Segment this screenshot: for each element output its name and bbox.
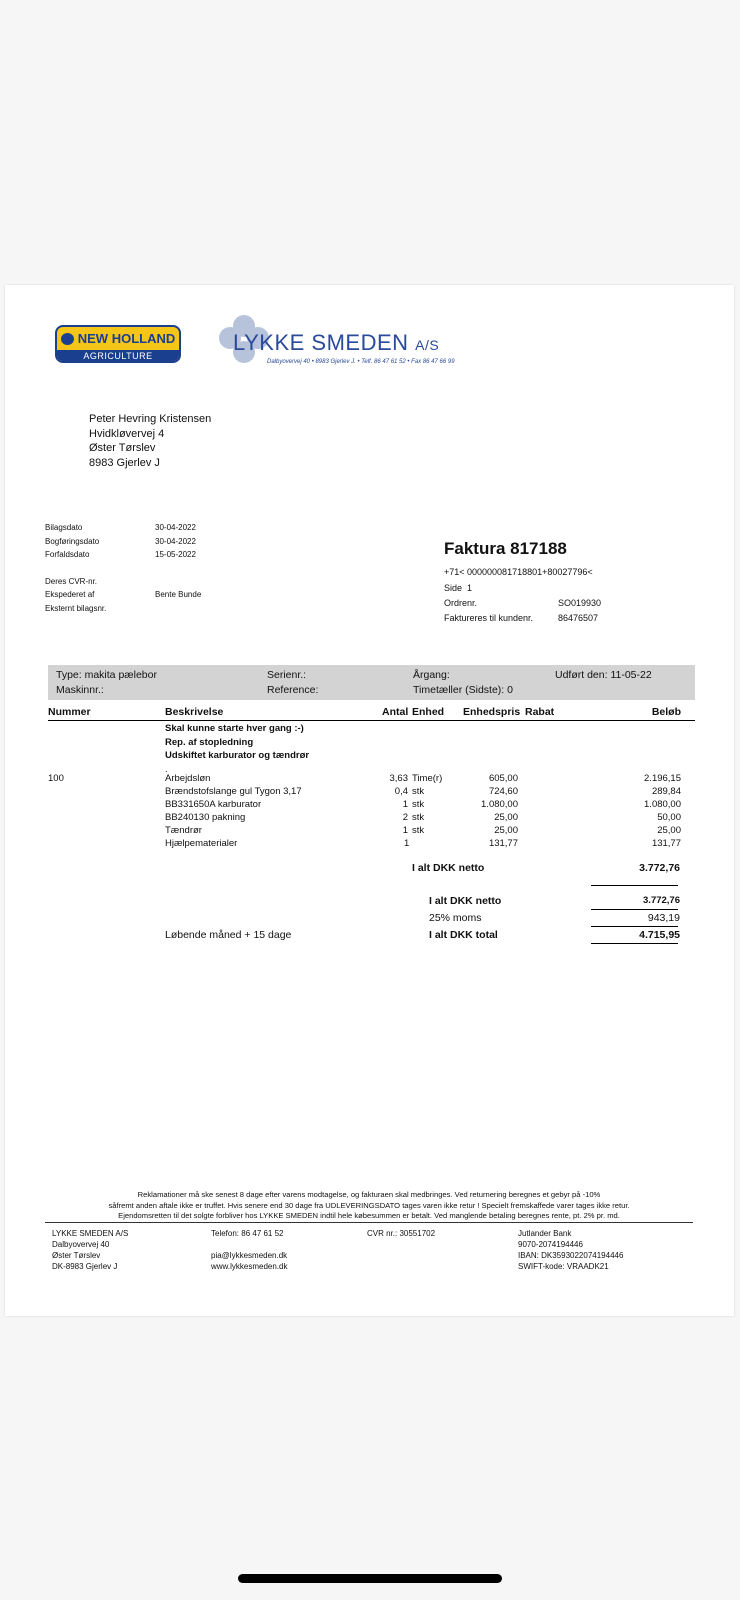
- netto-divider: [591, 909, 678, 910]
- subtotal-value: 3.772,76: [639, 862, 680, 874]
- new-holland-logo: [55, 325, 181, 363]
- kunde-label: Faktureres til kundenr.: [444, 613, 534, 623]
- ordre-value: SO019930: [558, 598, 602, 608]
- nh-logo-top: NEW HOLLAND: [77, 331, 176, 346]
- cell-antal: 3,63: [389, 773, 408, 784]
- total-label: I alt DKK total: [429, 929, 498, 941]
- moms-value: 943,19: [647, 912, 680, 924]
- footer-text: CVR nr.: 30551702: [367, 1229, 436, 1238]
- col-enhedspris: Enhedspris: [463, 706, 521, 718]
- invoice-page: [5, 285, 734, 1316]
- footer-text: Jutlander Bank: [518, 1229, 572, 1238]
- cell-pris: 25,00: [494, 825, 518, 836]
- cell-enhed: stk: [412, 786, 425, 797]
- cell-pris: 724,60: [488, 786, 518, 797]
- total-divider: [591, 943, 678, 944]
- lykke-smeden-logo: [217, 315, 467, 375]
- cell-enhed: stk: [412, 812, 425, 823]
- col-nummer: Nummer: [48, 706, 91, 718]
- home-indicator[interactable]: [238, 1574, 502, 1583]
- cell-belob: 25,00: [657, 825, 681, 836]
- note-line: .: [165, 763, 168, 775]
- footer-bank: [518, 1228, 623, 1272]
- ordre-label: Ordrenr.: [444, 598, 478, 608]
- table-row: [48, 838, 695, 851]
- completed-date: Udført den: 11-05-22: [555, 669, 652, 681]
- subtotal-label: I alt DKK netto: [412, 862, 485, 874]
- disclaimer-line: Ejendomsretten til det solgte forbliver hos LYKKE SMEDEN indtil hele købesummen er betalt. Ved manglende betaling beregnes rente, pt. 2% pr. md.: [118, 1211, 620, 1220]
- cell-belob: 289,84: [651, 786, 681, 797]
- footer-text: 9070-2074194446: [518, 1240, 583, 1249]
- cell-desc: Hjælpematerialer: [165, 838, 238, 849]
- moms-divider: [591, 926, 678, 927]
- col-beskrivelse: Beskrivelse: [165, 706, 224, 718]
- invoice-meta: [444, 581, 601, 626]
- meta-label: Bilagsdato: [45, 523, 83, 532]
- subtotal-divider: [591, 885, 678, 886]
- footer-contact: [211, 1228, 287, 1272]
- table-row: [48, 825, 695, 838]
- company-title: LYKKE SMEDEN: [233, 330, 409, 355]
- cell-desc: Tændrør: [165, 825, 202, 836]
- col-rabat: Rabat: [525, 706, 555, 718]
- table-header: [48, 703, 695, 721]
- cell-antal: 1: [402, 799, 408, 810]
- machine-info-box: [48, 665, 695, 700]
- footer-email[interactable]: pia@lykkesmeden.dk: [211, 1251, 288, 1260]
- meta-value: 30-04-2022: [155, 536, 196, 546]
- footer-website[interactable]: www.lykkesmeden.dk: [211, 1262, 288, 1271]
- cell-pris: 131,77: [488, 838, 518, 849]
- disclaimer-line: Reklamationer må ske senest 8 dage efter varens modtagelse, og fakturaen skal medbringes. Ved returnering beregnes et gebyr på -10%: [137, 1190, 601, 1199]
- machine-number: Maskinnr.:: [56, 684, 104, 696]
- reference: Reference:: [267, 684, 319, 696]
- nh-logo-bottom: AGRICULTURE: [57, 350, 179, 363]
- recipient-postal: 8983 Gjerlev J: [89, 456, 160, 469]
- meta-value: 30-04-2022: [155, 523, 196, 532]
- note-line: Rep. af stopledning: [165, 736, 254, 748]
- col-enhed: Enhed: [412, 706, 445, 718]
- cell-belob: 2.196,15: [644, 773, 681, 784]
- footer-phone: Telefon: 86 47 61 52: [211, 1229, 284, 1238]
- footer-text: Dalbyovervej 40: [52, 1240, 110, 1249]
- moms-label: 25% moms: [429, 912, 482, 924]
- payment-terms: Løbende måned + 15 dage: [165, 929, 292, 941]
- recipient-address: [89, 412, 211, 470]
- note-line: Udskiftet karburator og tændrør: [165, 750, 310, 761]
- side-label: Side: [444, 583, 463, 593]
- cell-pris: 605,00: [488, 773, 518, 784]
- netto-value: 3.772,76: [643, 895, 680, 906]
- cell-desc: Arbejdsløn: [165, 773, 211, 784]
- col-antal: Antal: [382, 706, 409, 718]
- recipient-street: Hvidkløvervej 4: [89, 427, 165, 440]
- footer-cvr: [367, 1228, 435, 1239]
- cell-pris: 1.080,00: [481, 799, 518, 810]
- footer-text: SWIFT-kode: VRAADK21: [518, 1262, 609, 1271]
- table-row: [48, 812, 695, 825]
- footer-text: LYKKE SMEDEN A/S: [52, 1229, 129, 1238]
- cell-belob: 50,00: [657, 812, 681, 823]
- invoice-ocr-line: +71< 000000081718801+80027796<: [444, 567, 593, 577]
- meta-value: Bente Bunde: [155, 590, 202, 600]
- total-value: 4.715,95: [639, 929, 680, 941]
- cell-enhed: stk: [412, 799, 425, 810]
- new-holland-leaf-icon: [61, 333, 74, 345]
- netto-label: I alt DKK netto: [429, 895, 502, 907]
- footer-company: [52, 1228, 128, 1272]
- invoice-title: Faktura 817188: [444, 539, 567, 558]
- table-row: [48, 773, 695, 786]
- note-line: Skal kunne starte hver gang :-): [165, 723, 304, 734]
- company-name: [233, 330, 439, 356]
- cell-antal: 1: [404, 838, 410, 849]
- kunde-value: 86476507: [558, 613, 599, 623]
- footer-text: DK-8983 Gjerlev J: [52, 1262, 118, 1271]
- col-belob: Beløb: [651, 706, 681, 718]
- table-row: [48, 786, 695, 799]
- cell-desc: BB240130 pakning: [165, 812, 246, 823]
- cell-desc: BB331650A karburator: [165, 799, 262, 810]
- cell-antal: 2: [402, 812, 408, 823]
- model-year: Årgang:: [413, 669, 450, 681]
- meta-label: Eksternt bilagsnr.: [45, 603, 107, 613]
- cell-enhed: Time(r): [412, 773, 443, 784]
- footer-text: IBAN: DK3593022074194446: [518, 1251, 624, 1260]
- side-value: 1: [467, 583, 473, 593]
- meta-label: Ekspederet af: [45, 590, 95, 600]
- work-notes: [165, 722, 309, 776]
- cell-antal: 0,4: [394, 786, 408, 797]
- cell-belob: 131,77: [651, 838, 681, 849]
- meta-label: Forfaldsdato: [45, 550, 90, 560]
- company-contact-line: Dalbyovervej 40 • 8983 Gjerlev J. • Telf. 86 47 61 52 • Fax 86 47 66 99: [267, 359, 455, 365]
- cell-enhed: stk: [412, 825, 425, 836]
- cell-desc: Brændstofslange gul Tygon 3,17: [165, 786, 302, 797]
- cell-nr: 100: [48, 773, 64, 784]
- document-meta: [45, 521, 201, 616]
- table-row: [48, 799, 695, 812]
- company-suffix: A/S: [415, 337, 440, 353]
- footer-text: Øster Tørslev: [52, 1251, 101, 1260]
- disclaimer-line: såfremt anden aftale ikke er truffet. Hvis senere end 30 dage fra UDLEVERINGSDATO tages varen ikke retur ! Specielt fremskaffede varer tages ikke retur.: [108, 1200, 630, 1210]
- cell-belob: 1.080,00: [644, 799, 681, 810]
- serial-number: Serienr.:: [267, 669, 307, 681]
- meta-value: 15-05-2022: [155, 550, 196, 560]
- footer-divider: [45, 1222, 693, 1223]
- meta-label: Deres CVR-nr.: [45, 576, 98, 586]
- cell-pris: 25,00: [494, 812, 518, 823]
- recipient-name: Peter Hevring Kristensen: [89, 413, 212, 425]
- cell-antal: 1: [402, 825, 408, 836]
- hour-meter: Timetæller (Sidste): 0: [413, 684, 513, 696]
- meta-label: Bogføringsdato: [45, 536, 100, 546]
- machine-type: Type: makita pælebor: [56, 669, 157, 681]
- disclaimer: [45, 1190, 693, 1222]
- recipient-town: Øster Tørslev: [89, 442, 156, 454]
